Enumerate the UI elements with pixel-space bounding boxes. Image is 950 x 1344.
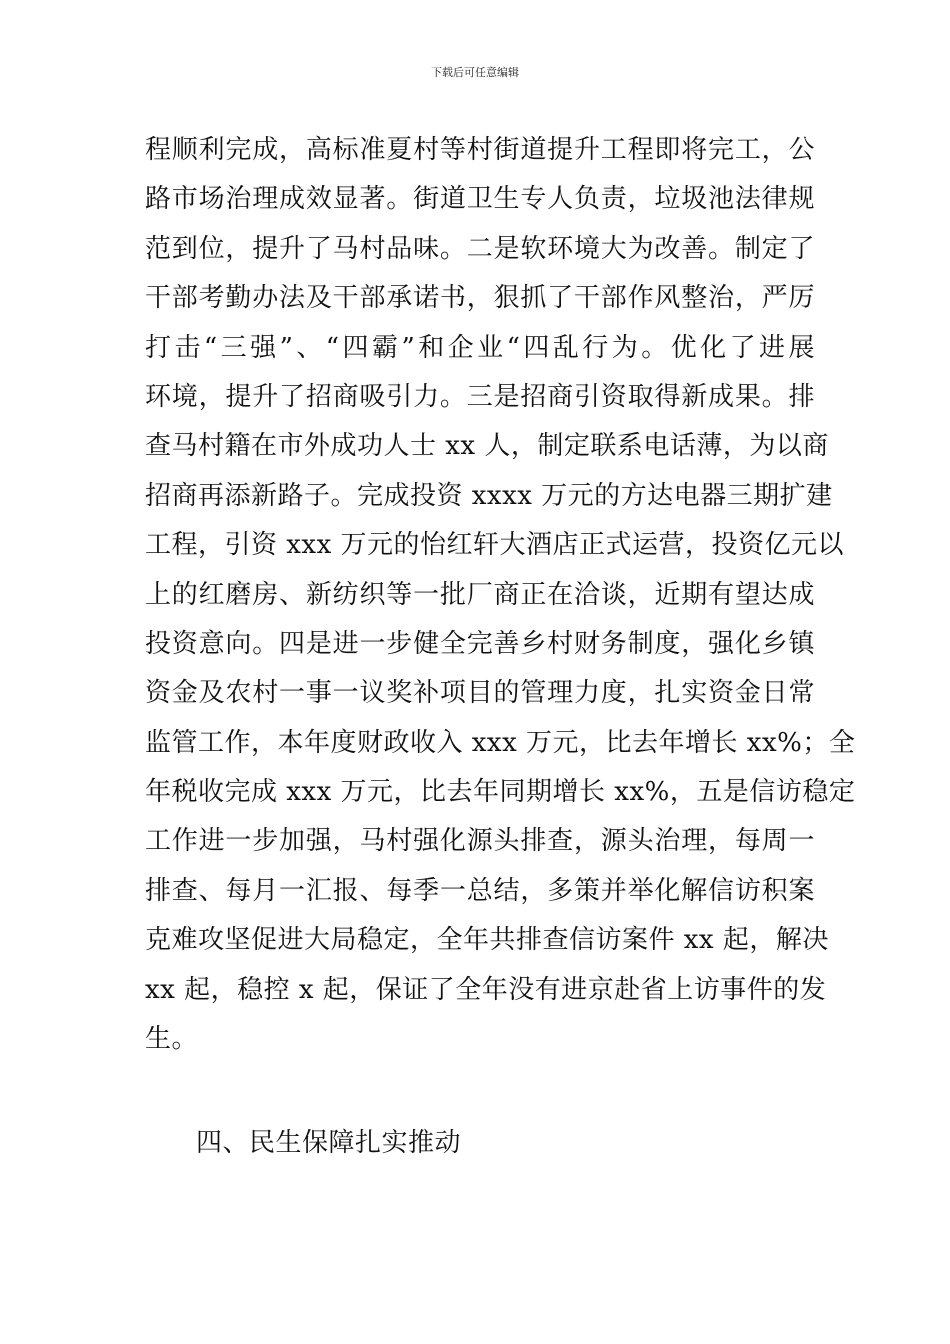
paragraph-line: 查马村籍在市外成功人士 xx 人，制定联系电话薄，为以商 bbox=[145, 431, 829, 462]
paragraph-line: 克难攻坚促进大局稳定，全年共排查信访案件 xx 起，解决 bbox=[145, 925, 829, 956]
paragraph-line: 投资意向。四是进一步健全完善乡村财务制度，强化乡镇 bbox=[145, 628, 815, 659]
paragraph-line: 监管工作，本年度财政收入 xxx 万元，比去年增长 xx%；全 bbox=[145, 727, 856, 758]
paragraph-last-line: 生。 bbox=[145, 1024, 199, 1055]
paragraph-line: 上的红磨房、新纺织等一批厂商正在洽谈，近期有望达成 bbox=[145, 579, 815, 610]
paragraph-line: 资金及农村一事一议奖补项目的管理力度，扎实资金日常 bbox=[145, 678, 815, 709]
paragraph-line: 程顺利完成，高标准夏村等村街道提升工程即将完工，公 bbox=[145, 135, 815, 165]
paragraph-line: 招商再添新路子。完成投资 xxxx 万元的方达电器三期扩建 bbox=[145, 480, 833, 511]
paragraph-line: 工作进一步加强，马村强化源头排查，源头治理，每周一 bbox=[145, 826, 815, 857]
page-header-note: 下载后可任意编辑 bbox=[431, 66, 519, 79]
paragraph-line: 排查、每月一汇报、每季一总结，多策并举化解信访积案 bbox=[145, 875, 815, 906]
paragraph-line: 工程，引资 xxx 万元的怡红轩大酒店正式运营，投资亿元以 bbox=[145, 530, 845, 561]
paragraph-line: 路市场治理成效显著。街道卫生专人负责，垃圾池法律规 bbox=[145, 184, 815, 215]
paragraph-line: 年税收完成 xxx 万元，比去年同期增长 xx%，五是信访稳定 bbox=[145, 777, 856, 808]
paragraph-line: 环境，提升了招商吸引力。三是招商引资取得新成果。排 bbox=[145, 381, 815, 412]
paragraph-line: 干部考勤办法及干部承诺书，狠抓了干部作风整治，严厉 bbox=[145, 283, 815, 314]
section-heading: 四、民生保障扎实推动 bbox=[196, 1128, 462, 1158]
body-paragraph bbox=[145, 126, 856, 1064]
paragraph-line: xx 起，稳控 x 起，保证了全年没有进京赴省上访事件的发 bbox=[145, 974, 827, 1005]
paragraph-line: 范到位，提升了马村品味。二是软环境大为改善。制定了 bbox=[145, 233, 815, 264]
paragraph-line: 打击“三强”、“四霸”和企业“四乱行为。优化了进展 bbox=[145, 332, 815, 363]
